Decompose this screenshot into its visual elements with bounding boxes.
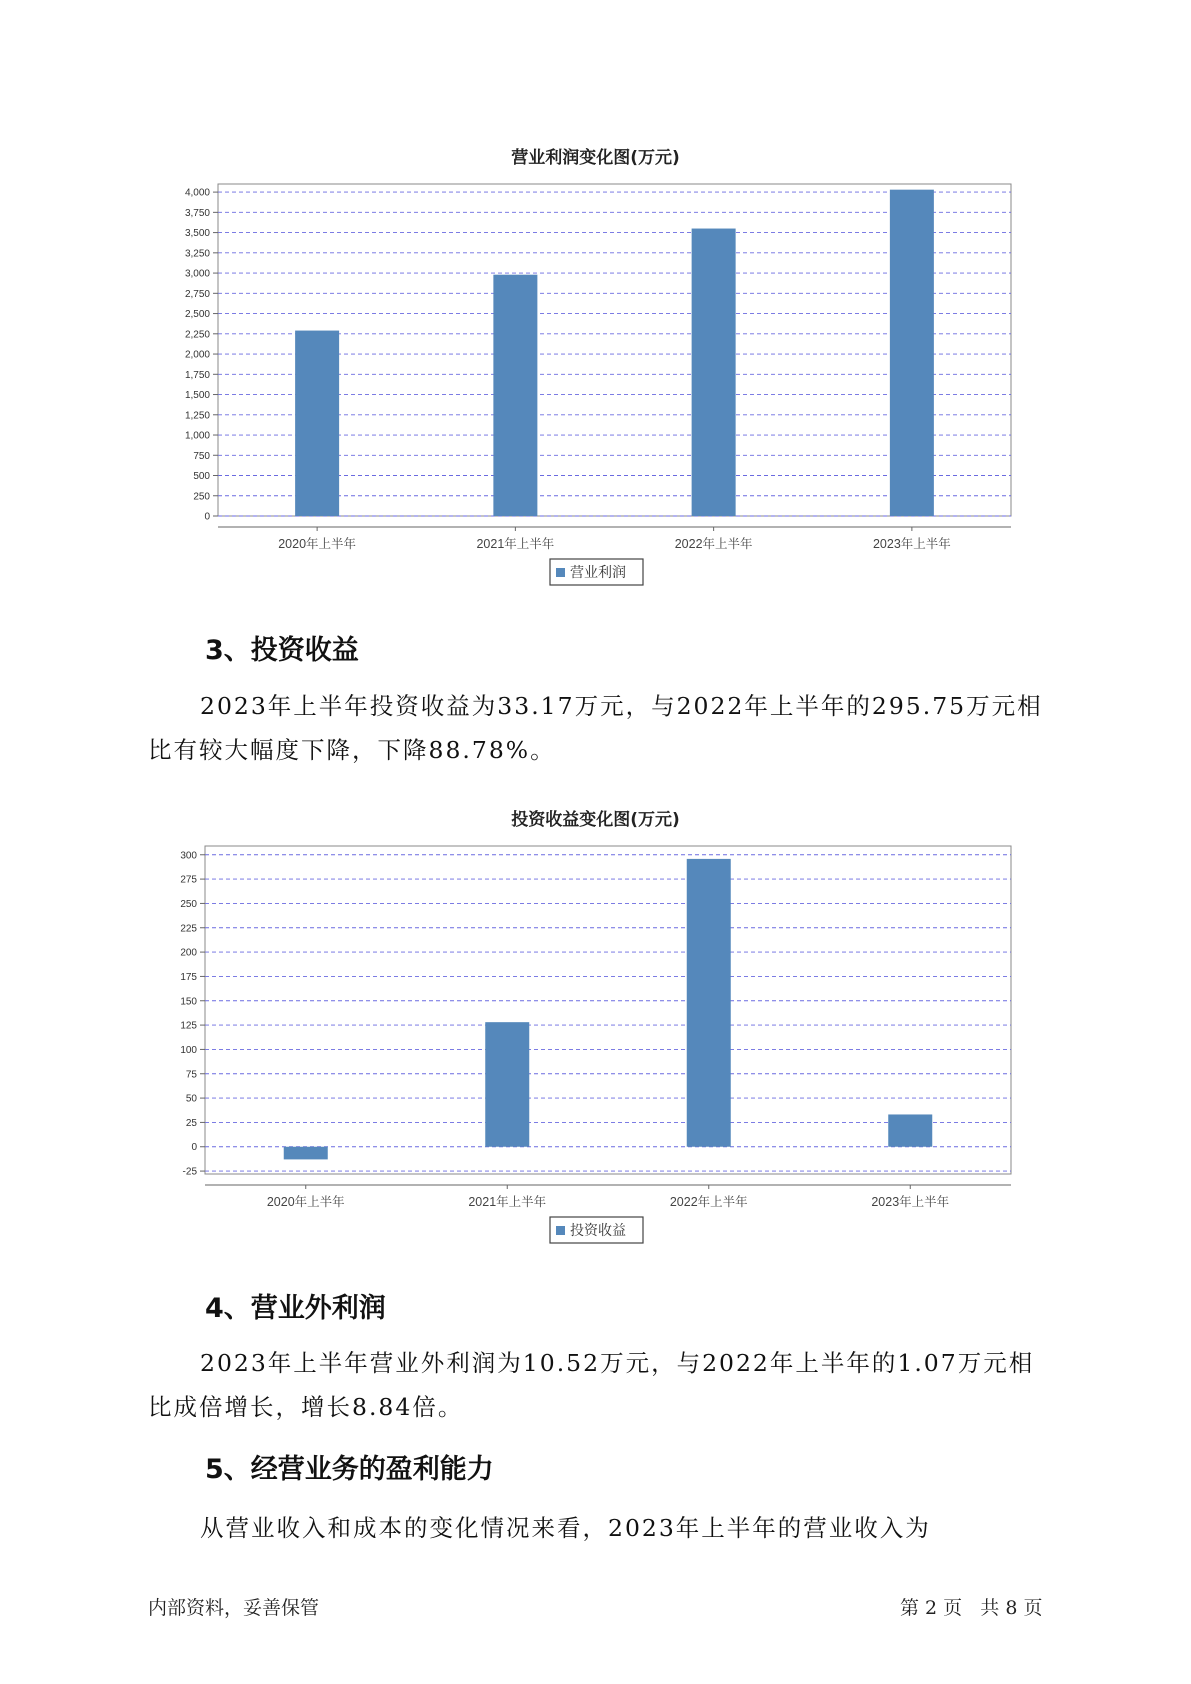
section-4-line-1: 2023年上半年营业外利润为10.52万元，与2022年上半年的1.07万元相 (200, 1349, 1035, 1377)
chart1-ytick-label: 3,000 (184, 268, 210, 280)
chart1-ytick-label: 750 (193, 450, 210, 462)
chart1-ytick-label: 0 (204, 511, 210, 523)
chart1-xtick-label: 2020年上半年 (278, 537, 357, 551)
chart1-ytick-label: 2,500 (184, 309, 210, 321)
chart1-ytick-label: 3,750 (184, 207, 210, 219)
chart2-legend-swatch (556, 1226, 565, 1235)
chart2-ytick-label: 150 (180, 996, 197, 1008)
section-4-line-2: 比成倍增长，增长8.84倍。 (148, 1393, 464, 1421)
chart2-xtick-label: 2023年上半年 (871, 1195, 950, 1209)
section-3-line-1: 2023年上半年投资收益为33.17万元，与2022年上半年的295.75万元相 (200, 692, 1043, 720)
chart2-ytick-label: 250 (180, 898, 197, 910)
section-5-paragraph (148, 1506, 1058, 1550)
chart1-ytick-label: 4,000 (184, 187, 210, 199)
chart1-bar (692, 229, 736, 516)
section-5-line-1: 从营业收入和成本的变化情况来看，2023年上半年的营业收入为 (200, 1514, 931, 1542)
chart1-ytick-label: 2,250 (184, 329, 210, 341)
chart2-ytick-label: 175 (180, 971, 197, 983)
chart2-ytick-label: 75 (185, 1069, 197, 1081)
chart2-bar (485, 1022, 529, 1147)
chart1-xtick-label: 2023年上半年 (872, 537, 951, 551)
section-4-heading: 4、营业外利润 (205, 1293, 386, 1324)
chart1-ytick-label: 250 (193, 491, 210, 503)
chart2-xtick-label: 2020年上半年 (266, 1195, 345, 1209)
chart1-bar (890, 190, 934, 516)
chart2-ytick-label: 0 (191, 1142, 197, 1154)
chart1-legend-swatch (556, 568, 565, 577)
chart2-ytick-label: 300 (180, 850, 197, 862)
chart2-bar (687, 859, 731, 1147)
chart2-xtick-label: 2021年上半年 (468, 1195, 547, 1209)
chart2-ytick-label: 25 (185, 1117, 197, 1129)
chart1-legend-label: 营业利润 (570, 564, 626, 580)
chart1-ytick-label: 1,000 (184, 430, 210, 442)
investment-income-chart (0, 832, 1191, 1272)
chart1-ytick-label: 1,750 (184, 369, 210, 381)
chart1-ytick-label: 500 (193, 471, 210, 483)
chart2-ytick-label: 225 (180, 923, 197, 935)
chart1-xtick-label: 2022年上半年 (674, 537, 753, 551)
chart1-bar (295, 331, 339, 516)
chart1-ytick-label: 1,250 (184, 410, 210, 422)
chart2-legend-label: 投资收益 (570, 1222, 626, 1238)
chart2-ytick-label: 100 (180, 1044, 197, 1056)
chart1-ytick-label: 2,000 (184, 349, 210, 361)
chart1-bar (493, 275, 537, 516)
footer-page-number: 第 2 页 共 8 页 (900, 1597, 1043, 1619)
chart2-ytick-label: 275 (180, 874, 197, 886)
chart2-ytick-label: 125 (180, 1020, 197, 1032)
chart1-title: 营业利润变化图(万元) (511, 148, 680, 168)
chart2-ytick-label: -25 (182, 1166, 197, 1178)
chart2-bar (284, 1147, 328, 1160)
section-3-line-2: 比有较大幅度下降，下降88.78%。 (148, 736, 556, 764)
chart2-bar (888, 1114, 932, 1146)
section-3-heading: 3、投资收益 (205, 635, 359, 666)
chart1-ytick-label: 1,500 (184, 390, 210, 402)
section-3-paragraph (148, 684, 1058, 772)
chart2-xtick-label: 2022年上半年 (669, 1195, 748, 1209)
chart1-ytick-label: 2,750 (184, 288, 210, 300)
section-5-heading: 5、经营业务的盈利能力 (205, 1454, 494, 1485)
operating-profit-chart (0, 170, 1191, 610)
section-4-paragraph (148, 1341, 1058, 1429)
chart1-ytick-label: 3,250 (184, 248, 210, 260)
chart2-ytick-label: 50 (185, 1093, 197, 1105)
chart1-xtick-label: 2021年上半年 (476, 537, 555, 551)
chart2-title: 投资收益变化图(万元) (511, 810, 680, 830)
chart2-ytick-label: 200 (180, 947, 197, 959)
footer-confidential: 内部资料，妥善保管 (148, 1597, 320, 1619)
chart1-ytick-label: 3,500 (184, 228, 210, 240)
